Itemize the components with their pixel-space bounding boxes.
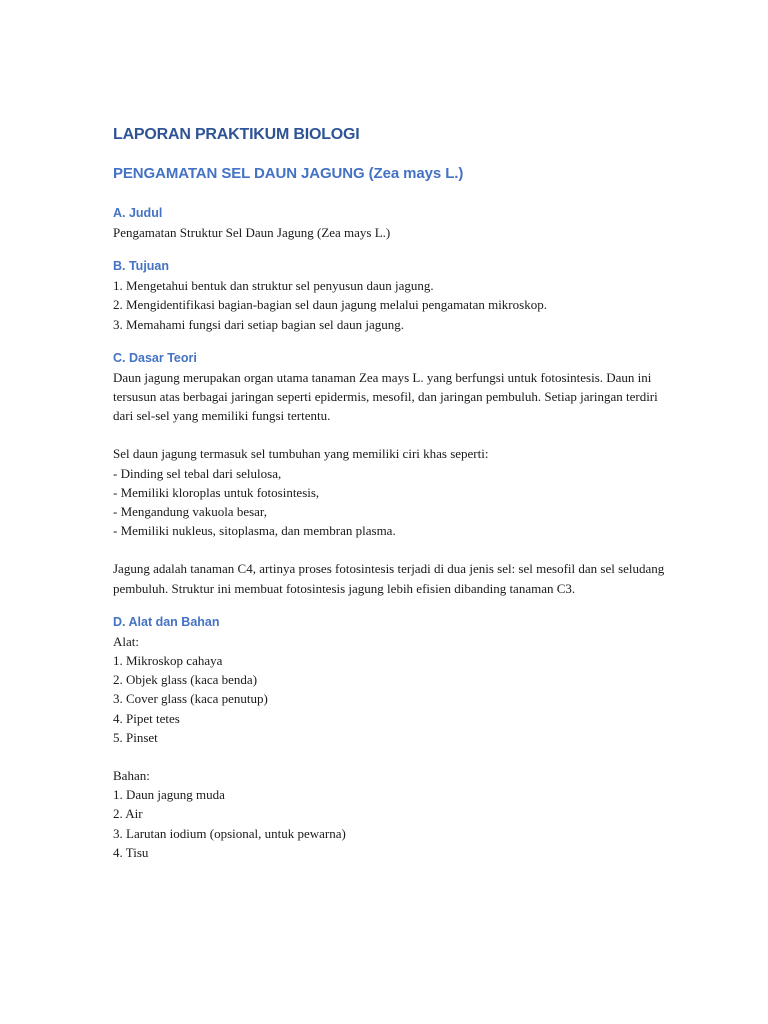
dasar-teori-paragraph-2: Sel daun jagung termasuk sel tumbuhan yang memiliki ciri khas seperti: (113, 446, 489, 462)
list-item: 2. Objek glass (kaca benda) (113, 672, 258, 688)
paragraph-gap (113, 747, 673, 766)
section-heading-judul: A. Judul (113, 206, 163, 220)
list-item: - Dinding sel tebal dari selulosa, (113, 465, 282, 481)
paragraph-gap (113, 540, 673, 559)
traits-list (113, 464, 673, 541)
dasar-teori-paragraph-1: Daun jagung merupakan organ utama tanaman Zea mays L. yang berfungsi untuk fotosintesis. Daun ini tersusun atas berbagai jaringan seperti epidermis, mesofil, dan jaringan pembuluh. Setiap jaringan terdiri dari sel-sel yang memiliki fungsi tertentu. (113, 369, 658, 424)
list-item: 3. Larutan iodium (opsional, untuk pewarna) (113, 825, 346, 841)
list-item: - Memiliki kloroplas untuk fotosintesis, (113, 484, 320, 500)
section-heading-alat-bahan: D. Alat dan Bahan (113, 614, 220, 629)
list-item: 5. Pinset (113, 729, 158, 745)
list-item: 2. Air (113, 806, 143, 822)
list-item: - Memiliki nukleus, sitoplasma, dan membran plasma. (113, 523, 396, 539)
document-title: LAPORAN PRAKTIKUM BIOLOGI (113, 126, 360, 143)
section-heading-dasar-teori: C. Dasar Teori (113, 350, 197, 365)
document-content (113, 124, 673, 862)
section-alat-bahan (113, 612, 673, 862)
judul-text: Pengamatan Struktur Sel Daun Jagung (Zea mays L.) (113, 225, 391, 240)
bahan-list (113, 785, 673, 862)
paragraph-gap (113, 425, 673, 444)
alat-list (113, 651, 673, 747)
section-judul (113, 203, 673, 242)
list-item: - Mengandung vakuola besar, (113, 504, 267, 520)
dasar-teori-paragraph-3: Jagung adalah tanaman C4, artinya proses fotosintesis terjadi di dua jenis sel: sel mesofil dan sel seludang pembuluh. Struktur ini membuat fotosintesis jagung lebih efisien dibanding tanaman C3. (113, 561, 665, 596)
bahan-label: Bahan: (113, 768, 150, 784)
document-subtitle: PENGAMATAN SEL DAUN JAGUNG (Zea mays L.) (113, 165, 464, 182)
list-item: 4. Tisu (113, 844, 149, 860)
list-item: 3. Cover glass (kaca penutup) (113, 691, 268, 707)
section-dasar-teori (113, 348, 673, 598)
list-item: 1. Mengetahui bentuk dan struktur sel penyusun daun jagung. (113, 278, 434, 294)
list-item: 1. Daun jagung muda (113, 787, 225, 803)
alat-label: Alat: (113, 633, 139, 649)
list-item: 1. Mikroskop cahaya (113, 653, 223, 669)
tujuan-list (113, 276, 673, 334)
list-item: 3. Memahami fungsi dari setiap bagian sel daun jagung. (113, 316, 404, 332)
section-tujuan (113, 256, 673, 334)
list-item: 2. Mengidentifikasi bagian-bagian sel daun jagung melalui pengamatan mikroskop. (113, 297, 547, 313)
list-item: 4. Pipet tetes (113, 710, 180, 726)
section-heading-tujuan: B. Tujuan (113, 259, 170, 274)
